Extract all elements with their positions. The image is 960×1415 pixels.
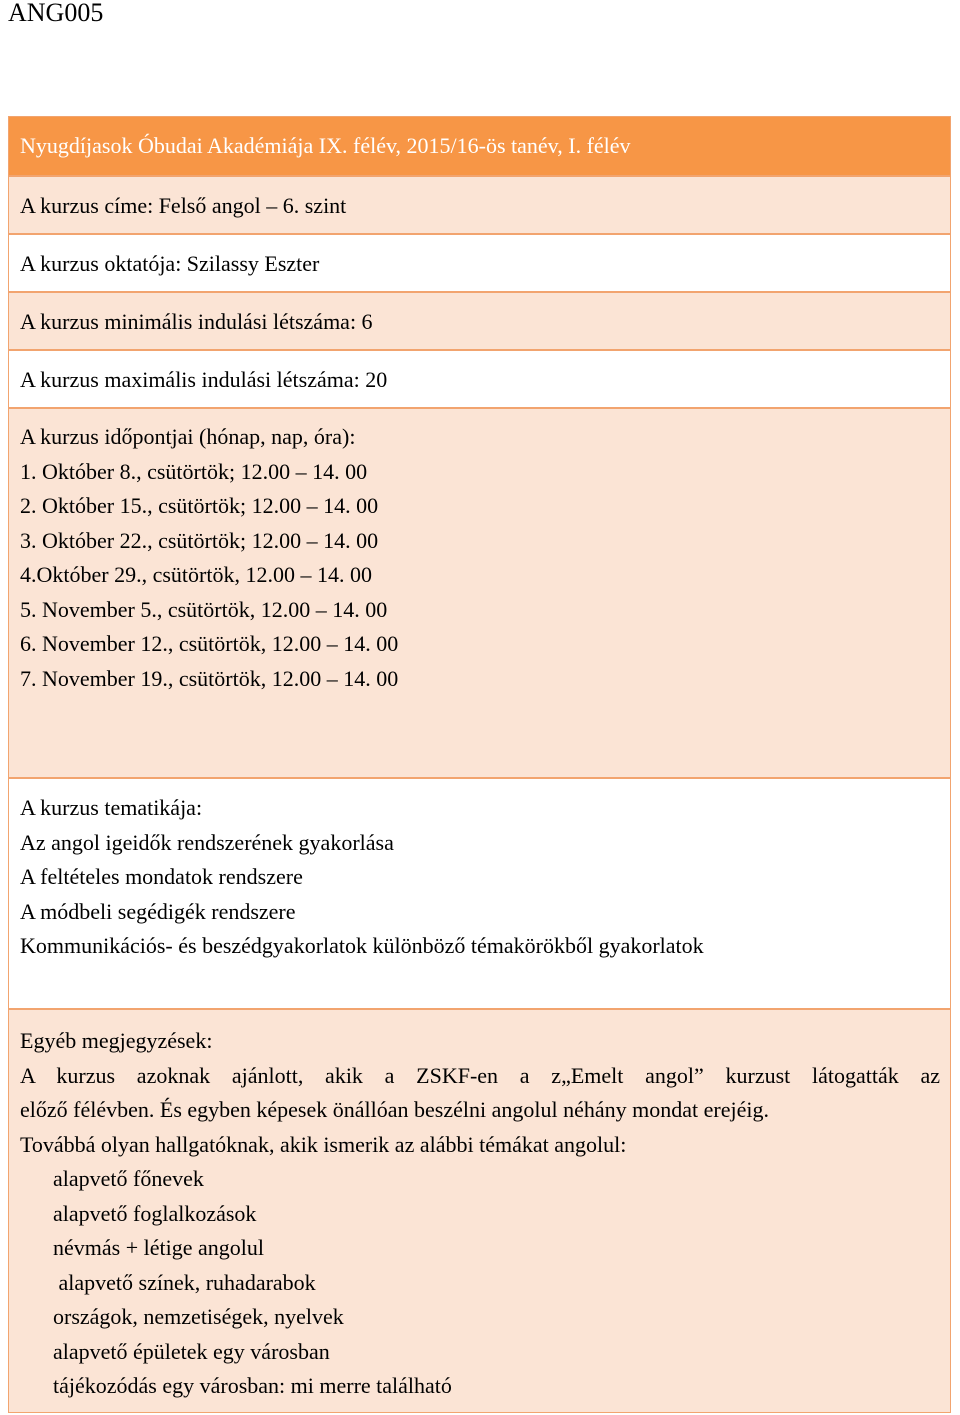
topic-item: A módbeli segédigék rendszere	[20, 898, 296, 924]
topics-label: A kurzus tematikája:	[20, 795, 203, 820]
notes-topic-item: alapvető épületek egy városban	[53, 1338, 330, 1364]
course-instructor: A kurzus oktatója: Szilassy Eszter	[9, 233, 950, 291]
notes-line: Továbbá olyan hallgatóknak, akik ismerik az alábbi témákat angolul:	[20, 1131, 627, 1157]
notes-topic-item: tájékozódás egy városban: mi merre található	[53, 1373, 452, 1398]
notes-section	[9, 1008, 950, 1412]
schedule-item: 6. November 12., csütörtök, 12.00 – 14. 00	[20, 631, 399, 656]
course-info-table	[8, 116, 951, 1413]
topic-item: A feltételes mondatok rendszere	[20, 864, 303, 889]
notes-topic-item: alapvető főnevek	[53, 1166, 204, 1191]
schedule-section	[9, 407, 950, 777]
schedule-item: 1. Október 8., csütörtök; 12.00 – 14. 00	[20, 458, 368, 484]
notes-label: Egyéb megjegyzések:	[20, 1028, 213, 1053]
notes-topic-item: országok, nemzetiségek, nyelvek	[53, 1304, 344, 1329]
schedule-item: 3. Október 22., csütörtök; 12.00 – 14. 00	[20, 527, 379, 553]
course-title: A kurzus címe: Felső angol – 6. szint	[9, 175, 950, 233]
topic-item: Az angol igeidők rendszerének gyakorlása	[20, 829, 394, 855]
notes-line: A kurzus azoknak ajánlott, akik a ZSKF-en a z„Emelt angol” kurzust látogatták az	[20, 1062, 940, 1088]
schedule-label: A kurzus időpontjai (hónap, nap, óra):	[20, 424, 356, 449]
table-header: Nyugdíjasok Óbudai Akadémiája IX. félév, 2015/16-ös tanév, I. félév	[9, 117, 950, 175]
schedule-item: 7. November 19., csütörtök, 12.00 – 14. 00	[20, 665, 399, 691]
notes-topic-item: névmás + létige angolul	[53, 1235, 264, 1260]
schedule-item: 5. November 5., csütörtök, 12.00 – 14. 00	[20, 596, 388, 622]
topics-section	[9, 777, 950, 1008]
notes-line: előző félévben. És egyben képesek önállóan beszélni angolul néhány mondat erejéig.	[20, 1097, 769, 1122]
document-code: ANG005	[8, 0, 104, 27]
schedule-item: 2. Október 15., csütörtök; 12.00 – 14. 00	[20, 493, 379, 518]
notes-topic-item: alapvető foglalkozások	[53, 1200, 257, 1226]
min-participants: A kurzus minimális indulási létszáma: 6	[9, 291, 950, 349]
schedule-item: 4.Október 29., csütörtök, 12.00 – 14. 00	[20, 562, 372, 587]
max-participants: A kurzus maximális indulási létszáma: 20	[9, 349, 950, 407]
topic-item: Kommunikációs- és beszédgyakorlatok különböző témakörökből gyakorlatok	[20, 933, 704, 958]
notes-topic-item: alapvető színek, ruhadarabok	[53, 1269, 316, 1295]
